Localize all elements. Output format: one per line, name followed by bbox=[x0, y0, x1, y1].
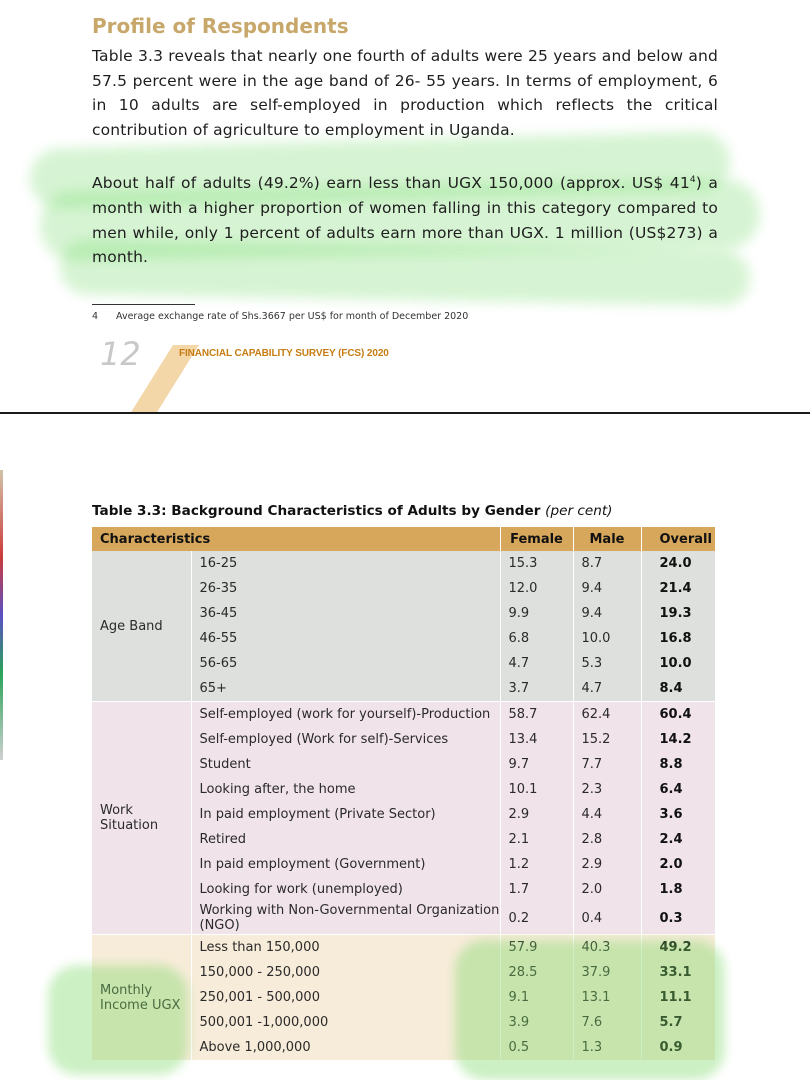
male-value: 15.2 bbox=[573, 727, 641, 752]
row-label: Looking after, the home bbox=[191, 777, 500, 802]
background-characteristics-table bbox=[92, 527, 716, 1061]
paragraph-income bbox=[92, 168, 718, 270]
row-label: 500,001 -1,000,000 bbox=[191, 1010, 500, 1035]
row-label: Above 1,000,000 bbox=[191, 1035, 500, 1061]
overall-value: 0.9 bbox=[641, 1035, 715, 1061]
female-value: 13.4 bbox=[500, 727, 573, 752]
row-label: 250,001 - 500,000 bbox=[191, 985, 500, 1010]
female-value: 0.2 bbox=[500, 902, 573, 935]
female-value: 15.3 bbox=[500, 551, 573, 576]
female-value: 2.1 bbox=[500, 827, 573, 852]
overall-value: 10.0 bbox=[641, 651, 715, 676]
female-value: 9.7 bbox=[500, 752, 573, 777]
overall-value: 1.8 bbox=[641, 877, 715, 902]
male-value: 2.8 bbox=[573, 827, 641, 852]
male-value: 37.9 bbox=[573, 960, 641, 985]
table-row bbox=[92, 935, 715, 961]
table-row bbox=[92, 702, 715, 728]
row-label: Self-employed (work for yourself)-Production bbox=[191, 702, 500, 728]
row-label: 46-55 bbox=[191, 626, 500, 651]
male-value: 7.6 bbox=[573, 1010, 641, 1035]
header-male: Male bbox=[573, 527, 641, 551]
male-value: 2.3 bbox=[573, 777, 641, 802]
group-label: Work Situation bbox=[92, 702, 191, 935]
running-title: FINANCIAL CAPABILITY SURVEY (FCS) 2020 bbox=[179, 348, 389, 359]
male-value: 5.3 bbox=[573, 651, 641, 676]
male-value: 2.9 bbox=[573, 852, 641, 877]
footnote-marker: 4 bbox=[689, 175, 696, 185]
row-label: 26-35 bbox=[191, 576, 500, 601]
header-female: Female bbox=[500, 527, 573, 551]
page-edge-strip bbox=[0, 470, 3, 760]
row-label: 16-25 bbox=[191, 551, 500, 576]
male-value: 4.7 bbox=[573, 676, 641, 702]
overall-value: 2.4 bbox=[641, 827, 715, 852]
table-header-row bbox=[92, 527, 715, 551]
female-value: 1.2 bbox=[500, 852, 573, 877]
female-value: 9.1 bbox=[500, 985, 573, 1010]
male-value: 8.7 bbox=[573, 551, 641, 576]
male-value: 0.4 bbox=[573, 902, 641, 935]
overall-value: 16.8 bbox=[641, 626, 715, 651]
table-row bbox=[92, 551, 715, 576]
male-value: 4.4 bbox=[573, 802, 641, 827]
table-title-unit: (per cent) bbox=[545, 503, 613, 519]
row-label: In paid employment (Government) bbox=[191, 852, 500, 877]
row-label: 150,000 - 250,000 bbox=[191, 960, 500, 985]
male-value: 10.0 bbox=[573, 626, 641, 651]
overall-value: 0.3 bbox=[641, 902, 715, 935]
overall-value: 49.2 bbox=[641, 935, 715, 961]
female-value: 3.7 bbox=[500, 676, 573, 702]
row-label: 36-45 bbox=[191, 601, 500, 626]
row-label: Self-employed (Work for self)-Services bbox=[191, 727, 500, 752]
group-label: Monthly Income UGX bbox=[92, 935, 191, 1061]
overall-value: 3.6 bbox=[641, 802, 715, 827]
paragraph-income-part1: About half of adults (49.2%) earn less than UGX 150,000 (approx. US$ 41 bbox=[92, 174, 690, 193]
female-value: 9.9 bbox=[500, 601, 573, 626]
overall-value: 5.7 bbox=[641, 1010, 715, 1035]
row-label: 56-65 bbox=[191, 651, 500, 676]
female-value: 6.8 bbox=[500, 626, 573, 651]
page-number: 12 bbox=[100, 335, 141, 373]
female-value: 3.9 bbox=[500, 1010, 573, 1035]
header-overall: Overall bbox=[641, 527, 715, 551]
header-characteristics: Characteristics bbox=[92, 527, 500, 551]
female-value: 58.7 bbox=[500, 702, 573, 728]
overall-value: 2.0 bbox=[641, 852, 715, 877]
female-value: 1.7 bbox=[500, 877, 573, 902]
paragraph-income-part2: ) a month with a higher proportion of women falling in this category compared to men while, only 1 percent of adults earn more than UGX. 1 million (US$273) a month. bbox=[92, 174, 718, 267]
overall-value: 8.4 bbox=[641, 676, 715, 702]
female-value: 28.5 bbox=[500, 960, 573, 985]
overall-value: 21.4 bbox=[641, 576, 715, 601]
female-value: 57.9 bbox=[500, 935, 573, 961]
overall-value: 33.1 bbox=[641, 960, 715, 985]
overall-value: 14.2 bbox=[641, 727, 715, 752]
row-label: In paid employment (Private Sector) bbox=[191, 802, 500, 827]
table-title-text: Table 3.3: Background Characteristics of Adults by Gender bbox=[92, 503, 541, 519]
row-label: Student bbox=[191, 752, 500, 777]
footnote-text: Average exchange rate of Shs.3667 per US$ for month of December 2020 bbox=[116, 311, 469, 322]
female-value: 10.1 bbox=[500, 777, 573, 802]
overall-value: 6.4 bbox=[641, 777, 715, 802]
group-label: Age Band bbox=[92, 551, 191, 702]
female-value: 0.5 bbox=[500, 1035, 573, 1061]
male-value: 9.4 bbox=[573, 576, 641, 601]
overall-value: 11.1 bbox=[641, 985, 715, 1010]
female-value: 2.9 bbox=[500, 802, 573, 827]
row-label: 65+ bbox=[191, 676, 500, 702]
footnote-number: 4 bbox=[92, 311, 99, 322]
table-title bbox=[92, 503, 612, 519]
female-value: 12.0 bbox=[500, 576, 573, 601]
overall-value: 24.0 bbox=[641, 551, 715, 576]
row-label: Working with Non-Governmental Organization (NGO) bbox=[191, 902, 500, 935]
male-value: 9.4 bbox=[573, 601, 641, 626]
male-value: 40.3 bbox=[573, 935, 641, 961]
male-value: 62.4 bbox=[573, 702, 641, 728]
footnote bbox=[92, 311, 468, 322]
overall-value: 60.4 bbox=[641, 702, 715, 728]
overall-value: 19.3 bbox=[641, 601, 715, 626]
page-divider bbox=[0, 412, 810, 414]
upper-page bbox=[0, 0, 810, 412]
footnote-rule bbox=[92, 304, 195, 305]
paragraph-age-employment: Table 3.3 reveals that nearly one fourth of adults were 25 years and below and 57.5 percent were in the age band of 26- 55 years. In terms of employment, 6 in 10 adults are self-employed in production which reflects the critical contribution of agriculture to employment in Uganda. bbox=[92, 47, 718, 140]
row-label: Retired bbox=[191, 827, 500, 852]
row-label: Looking for work (unemployed) bbox=[191, 877, 500, 902]
male-value: 13.1 bbox=[573, 985, 641, 1010]
male-value: 7.7 bbox=[573, 752, 641, 777]
male-value: 2.0 bbox=[573, 877, 641, 902]
overall-value: 8.8 bbox=[641, 752, 715, 777]
male-value: 1.3 bbox=[573, 1035, 641, 1061]
female-value: 4.7 bbox=[500, 651, 573, 676]
section-heading: Profile of Respondents bbox=[92, 14, 349, 38]
row-label: Less than 150,000 bbox=[191, 935, 500, 961]
